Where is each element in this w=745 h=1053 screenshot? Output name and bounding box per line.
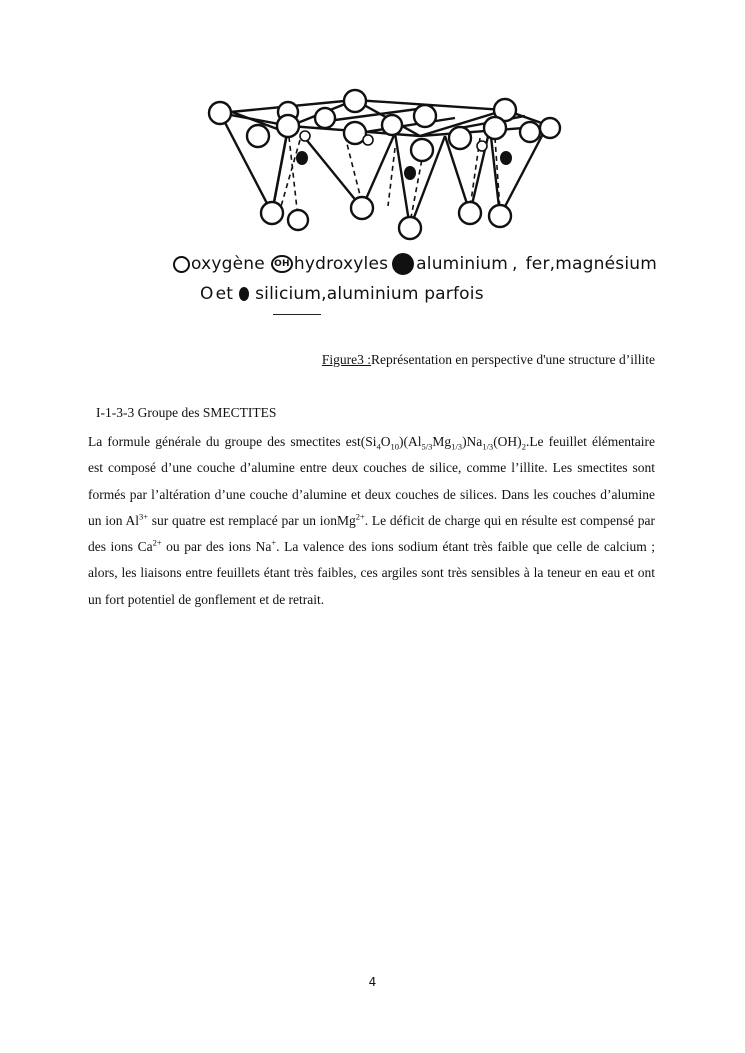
formula-subscript: 10 (390, 441, 400, 452)
paragraph-segment: O (380, 434, 391, 449)
illite-structure-drawing (170, 88, 640, 248)
legend-comma: , (512, 254, 518, 274)
figure-legend-line-1 (173, 253, 657, 275)
legend-silicium-label: silicium,aluminium parfois (255, 284, 484, 304)
formula-subscript: 1/3 (451, 441, 463, 452)
legend-aluminium-label: aluminium (416, 254, 509, 274)
formula-subscript: 1/3 (482, 441, 494, 452)
ion-superscript: 3+ (139, 511, 149, 522)
ion-superscript: 2+ (355, 511, 365, 522)
aluminium-symbol-icon (392, 253, 414, 275)
paragraph-segment: )Na (462, 434, 483, 449)
paragraph-segment: .Le feuillet élémentaire est composé d’une couche d’alumine entre deux couches de silice, comme l’illite. Les smectites sont formés par l’altération d’une couche d’alumine et deux couches de silices. Dans les couches d’alumine un ion Al (88, 434, 655, 528)
formula-subscript: 4 (376, 441, 381, 452)
figure-caption-text: Représentation en perspective d'une structure d’illite (371, 352, 655, 367)
figure-legend-line-2 (200, 284, 484, 304)
paragraph-segment: Mg (432, 434, 452, 449)
figure-caption-label: Figure3 : (321, 352, 372, 367)
section-heading: I-1-3-3 Groupe des SMECTITES (96, 405, 277, 420)
ion-superscript: + (271, 537, 277, 548)
paragraph-segment: sur quatre est remplacé par un ionMg (148, 512, 356, 528)
legend-hydroxyl-label: hydroxyles (293, 254, 389, 274)
legend-o-label: O (200, 284, 214, 304)
paragraph-segment: . La valence des ions sodium étant très faible que celle de calcium ; alors, les liaisons entre feuillets étant très faibles, ces argiles sont très sensibles à la teneur en eau et ont un fort potentiel de gonflement et de retrait. (88, 539, 655, 607)
figure-divider (273, 314, 321, 315)
legend-oxygen-label: oxygène (191, 254, 265, 274)
legend-et-label: et (215, 284, 234, 304)
paragraph-segment: )(Al (399, 434, 422, 449)
legend-iron-magnesium-label: fer,magnésium (525, 254, 657, 274)
formula-subscript: 5/3 (421, 441, 433, 452)
formula-subscript: 2 (521, 441, 526, 452)
ion-superscript: 2+ (152, 537, 162, 548)
page-number: 4 (368, 975, 377, 989)
paragraph-segment: (OH) (493, 434, 522, 449)
figure-caption (322, 352, 655, 368)
paragraph-segment: La formule générale du groupe des smectites est(Si (88, 434, 377, 449)
paragraph-segment: ou par des ions Na (161, 539, 272, 555)
oxygen-symbol-icon (173, 256, 190, 273)
silicium-symbol-icon (239, 287, 249, 301)
smectites-paragraph (88, 429, 655, 613)
illite-structure-figure (170, 88, 657, 323)
hydroxyl-symbol-icon: OH (271, 255, 293, 273)
paragraph-segment: . Le déficit de charge qui en résulte est compensé par des ions Ca (88, 512, 655, 555)
